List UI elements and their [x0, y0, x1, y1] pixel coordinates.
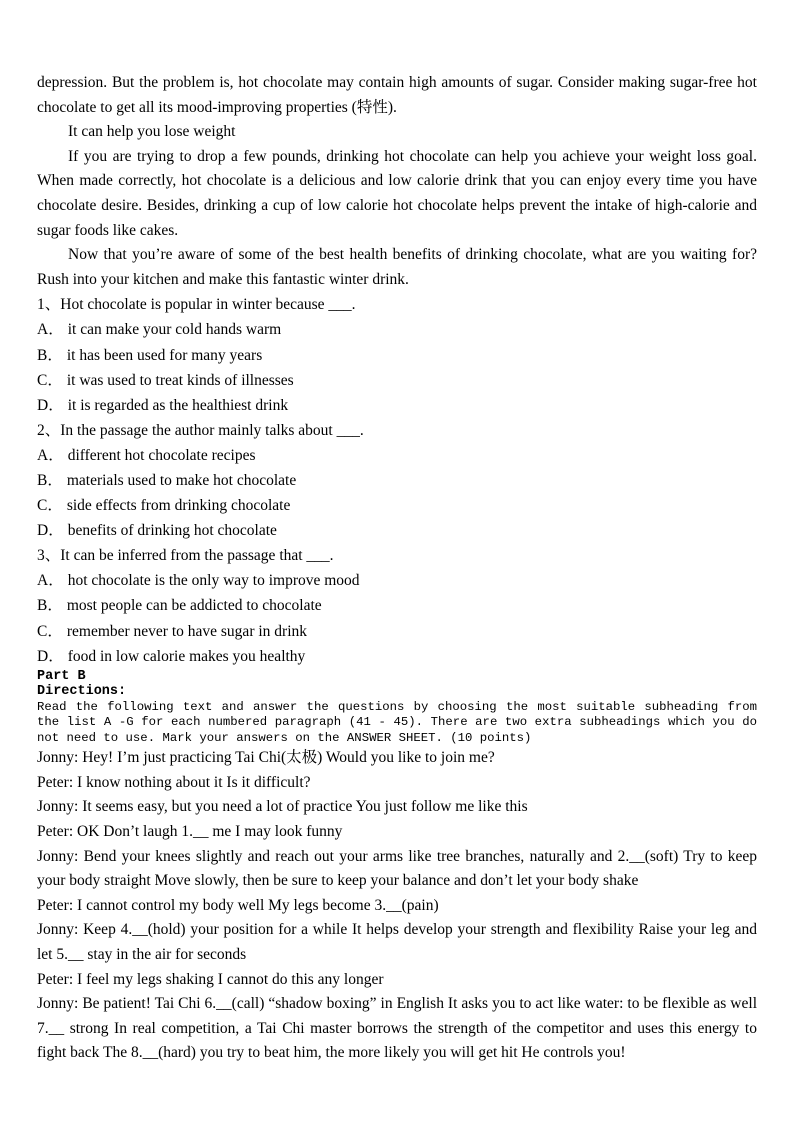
- question-stem-line: [37, 543, 757, 568]
- question-stem-line: [37, 292, 757, 317]
- option-line: [37, 468, 757, 493]
- dialogue-line-jonny-2: Jonny: It seems easy, but you need a lot of practice You just follow me like this: [37, 798, 528, 816]
- passage-subheading-lose-weight: It can help you lose weight: [68, 123, 236, 141]
- option-line: [37, 368, 757, 393]
- option-label: C．: [37, 371, 63, 389]
- option-line: [37, 619, 757, 644]
- dialogue-line-peter-1: Peter: I know nothing about it Is it difficult?: [37, 773, 311, 791]
- question-block-3: [37, 543, 757, 668]
- option-text: food in low calorie makes you healthy: [67, 647, 306, 665]
- option-line: [37, 518, 757, 543]
- dialogue-line-jonny-4: Jonny: Keep 4.__(hold) your position for a while It helps develop your strength and flexibility Raise your leg and let 5.__ stay in the air for seconds: [37, 921, 757, 963]
- dialogue-line-jonny-3: Jonny: Bend your knees slightly and reach out your arms like tree branches, naturally and 2.__(soft) Try to keep your body straight Move slowly, then be sure to keep your balance and don’t let your body shake: [37, 847, 757, 890]
- dialogue-line-peter-2: Peter: OK Don’t laugh 1.__ me I may look funny: [37, 823, 343, 841]
- passage-paragraph-weight-loss: If you are trying to drop a few pounds, drinking hot chocolate can help you achieve your weight loss goal. When made correctly, hot chocolate is a delicious and low calorie drink that you can enjoy every time you have chocolate desire. Besides, drinking a cup of low calorie hot chocolate helps prevent the intake of high-calorie and sugar foods like cakes.: [37, 147, 757, 239]
- option-line: [37, 343, 757, 368]
- question-stem: Hot chocolate is popular in winter because ___.: [60, 296, 356, 314]
- option-label: C．: [37, 622, 63, 640]
- option-text: remember never to have sugar in drink: [66, 622, 308, 640]
- option-text: it is regarded as the healthiest drink: [67, 396, 289, 414]
- dialogue-line-peter-3: Peter: I cannot control my body well My legs become 3.__(pain): [37, 896, 439, 914]
- option-line: [37, 317, 757, 342]
- option-line: [37, 393, 757, 418]
- part-b-section: [37, 669, 757, 747]
- part-b-title: Part B: [37, 668, 86, 684]
- dialogue-section: [37, 746, 757, 1066]
- option-text: different hot chocolate recipes: [67, 446, 256, 464]
- question-number: 2、: [37, 421, 61, 439]
- option-text: it has been used for many years: [66, 346, 263, 364]
- option-label: A．: [37, 572, 64, 590]
- option-line: [37, 493, 757, 518]
- option-label: D．: [37, 396, 64, 414]
- option-text: most people can be addicted to chocolate: [66, 597, 322, 615]
- option-line: [37, 443, 757, 468]
- passage-paragraph-sugar: depression. But the problem is, hot chocolate may contain high amounts of sugar. Consider making sugar-free hot chocolate to get all its mood-improving properties (特性).: [37, 74, 757, 116]
- option-text: materials used to make hot chocolate: [66, 472, 297, 489]
- question-stem-line: [37, 418, 757, 443]
- option-label: C．: [37, 497, 63, 515]
- question-block-2: [37, 418, 757, 543]
- dialogue-line-jonny-5: Jonny: Be patient! Tai Chi 6.__(call) “shadow boxing” in English It asks you to act like water: to be flexible as well 7.__ strong In real competition, a Tai Chi master borrows the strength of the competitor and uses this energy to fight back The 8.__(hard) you try to beat him, the more likely you will get hit He controls you!: [37, 995, 757, 1062]
- option-text: side effects from drinking chocolate: [66, 497, 291, 515]
- option-label: B．: [37, 346, 63, 364]
- option-label: D．: [37, 647, 64, 665]
- question-number: 1、: [37, 296, 61, 314]
- question-stem: In the passage the author mainly talks about ___.: [60, 421, 364, 439]
- option-line: [37, 593, 757, 618]
- option-text: it was used to treat kinds of illnesses: [66, 371, 294, 389]
- question-block-1: [37, 292, 757, 417]
- option-label: A．: [37, 321, 64, 339]
- dialogue-line-jonny-1: Jonny: Hey! I’m just practicing Tai Chi(太极) Would you like to join me?: [37, 749, 495, 767]
- option-label: B．: [37, 597, 63, 615]
- option-label: B．: [37, 472, 63, 489]
- question-number: 3、: [37, 547, 61, 565]
- question-stem: It can be inferred from the passage that ___.: [60, 547, 334, 565]
- dialogue-line-peter-4: Peter: I feel my legs shaking I cannot do this any longer: [37, 970, 384, 988]
- option-text: benefits of drinking hot chocolate: [67, 522, 277, 540]
- option-text: hot chocolate is the only way to improve mood: [67, 572, 360, 590]
- option-label: D．: [37, 522, 64, 540]
- option-text: it can make your cold hands warm: [67, 321, 282, 339]
- directions-label: Directions:: [37, 684, 127, 700]
- option-line: [37, 568, 757, 593]
- option-line: [37, 644, 757, 669]
- passage-paragraph-conclusion: Now that you’re aware of some of the best health benefits of drinking chocolate, what are you waiting for? Rush into your kitchen and make this fantastic winter drink.: [37, 246, 757, 288]
- directions-text: Read the following text and answer the questions by choosing the most suitable subheading from the list A -G for each numbered paragraph (41 - 45). There are two extra subheadings which you do not need to use. Mark your answers on the ANSWER SHEET. (10 points): [37, 699, 757, 745]
- option-label: A．: [37, 446, 64, 464]
